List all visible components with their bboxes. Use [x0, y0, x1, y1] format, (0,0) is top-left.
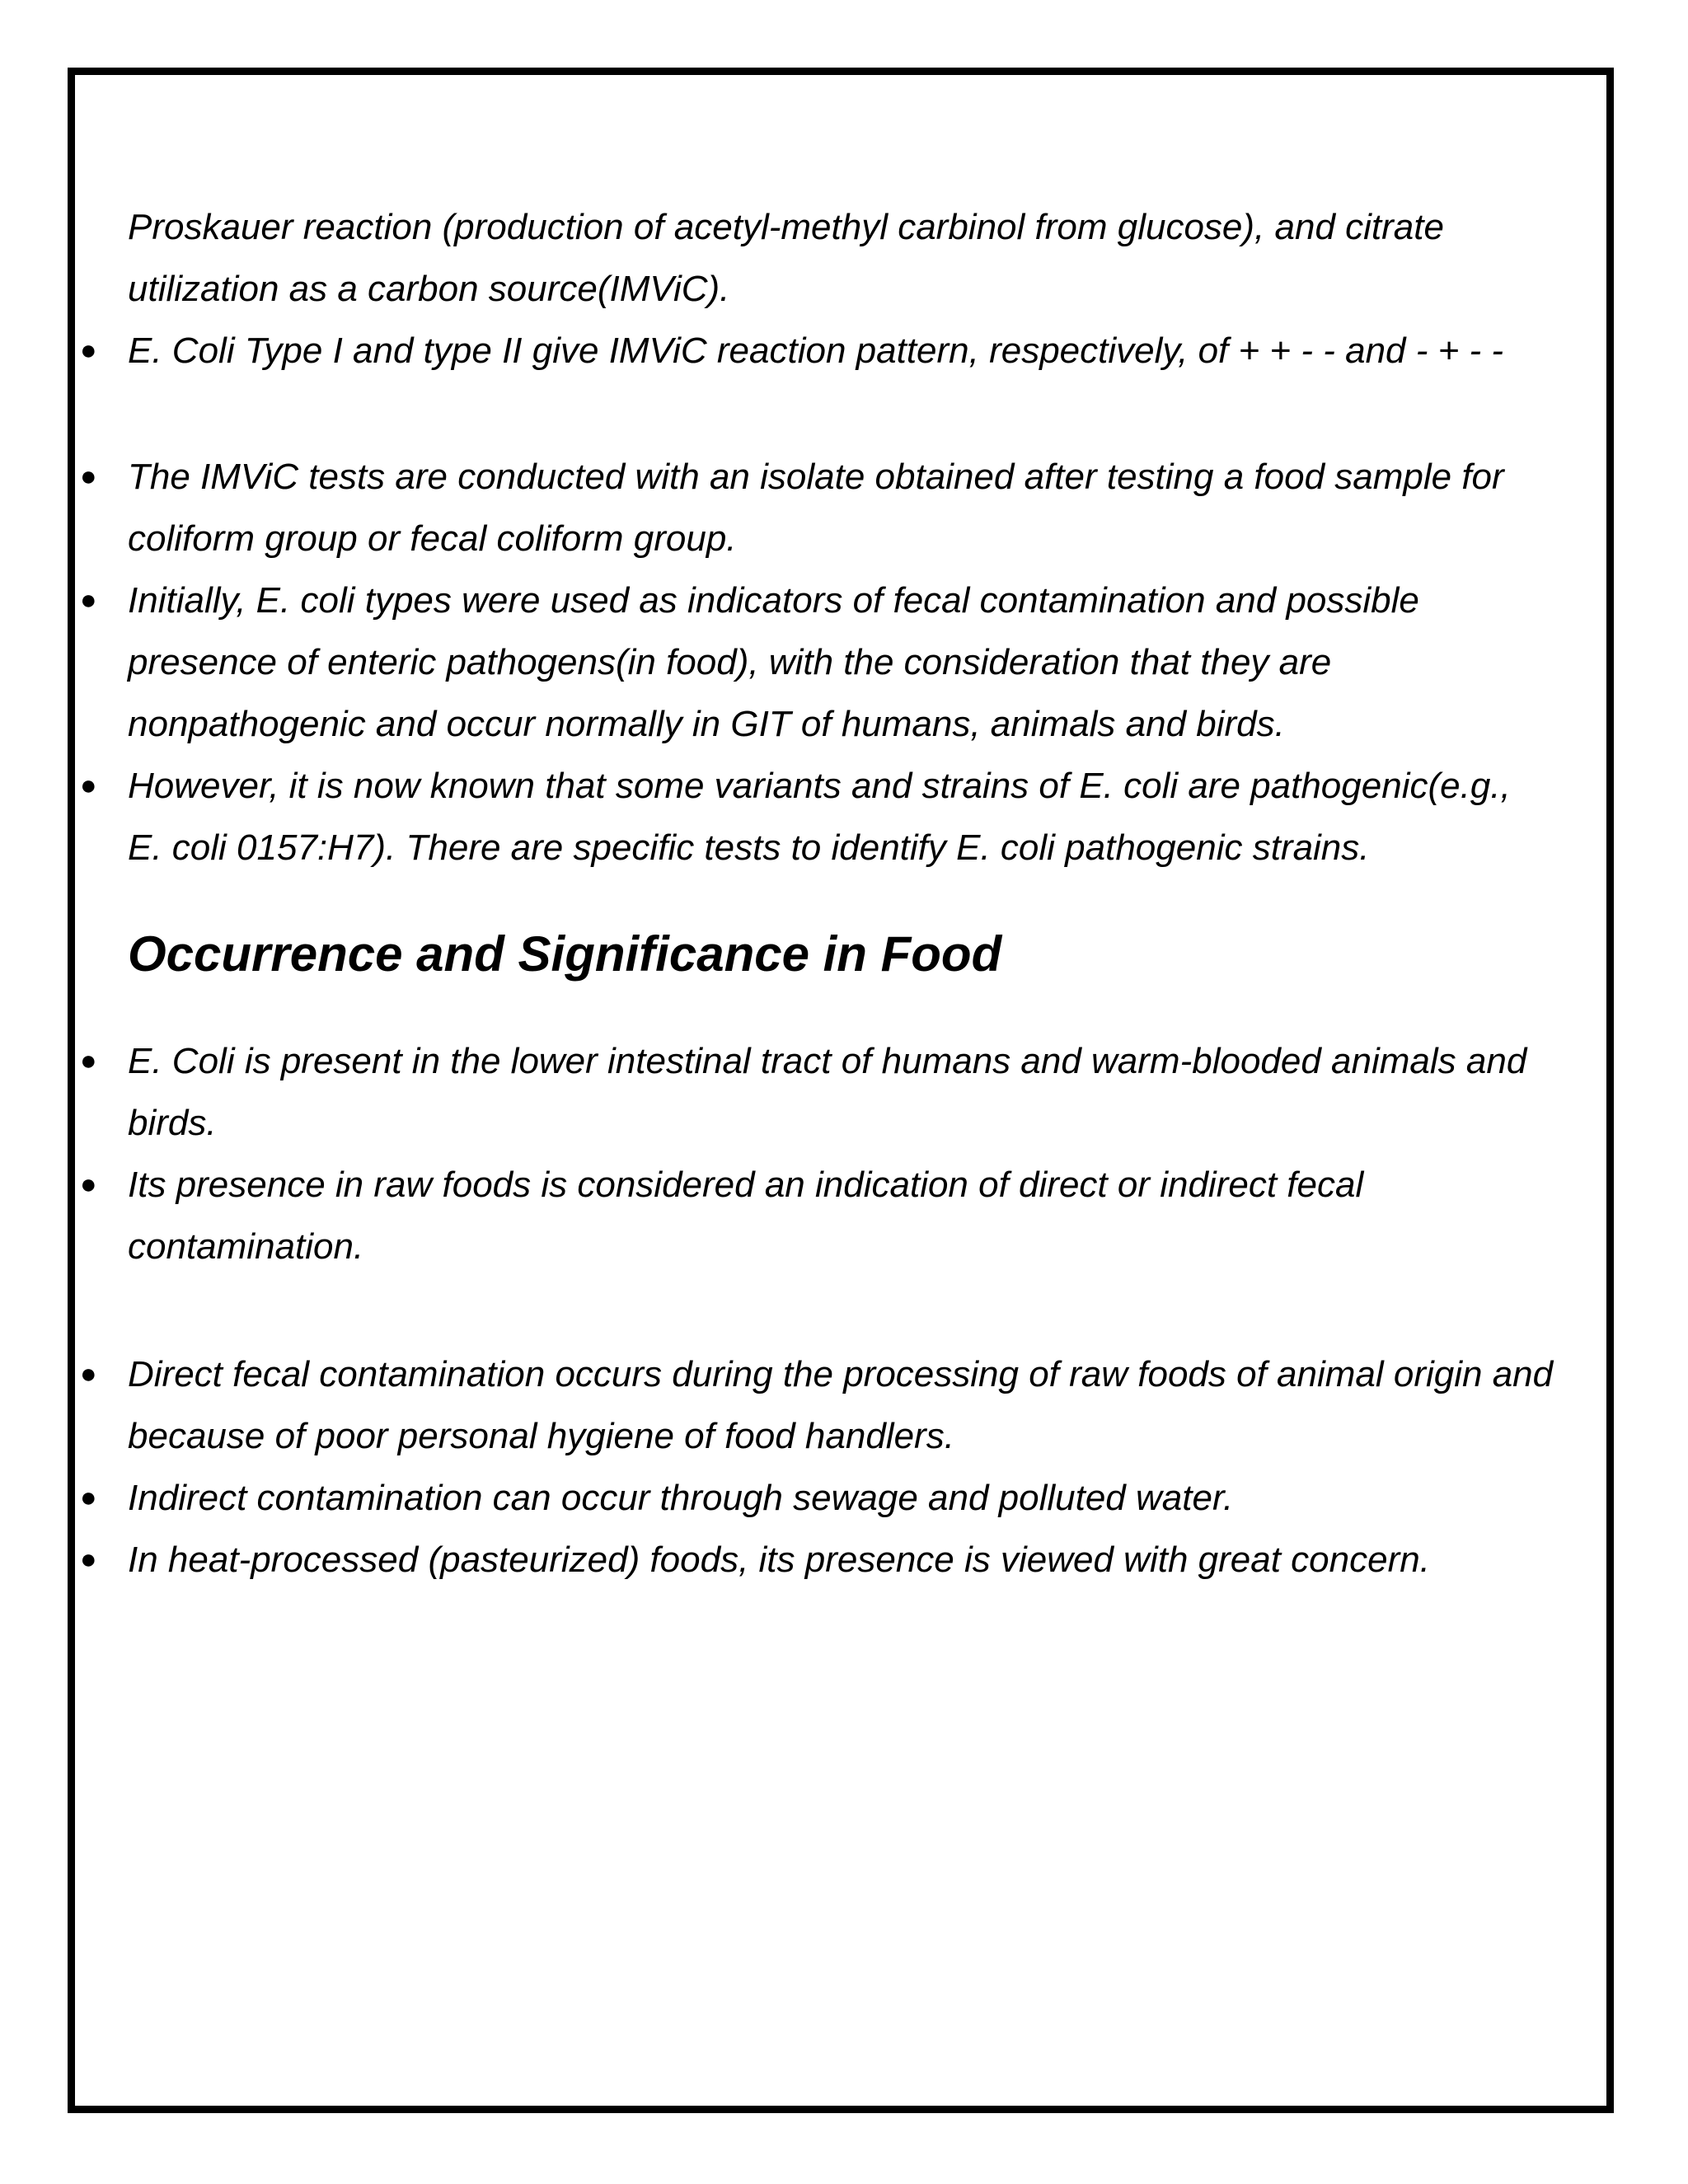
- section-heading: Occurrence and Significance in Food: [128, 926, 1002, 982]
- list-item: [80, 1343, 1554, 1467]
- bullet-list-contamination: [80, 1343, 1554, 1591]
- list-item: [80, 1467, 1554, 1529]
- list-item-text: The IMViC tests are conducted with an isolate obtained after testing a food sample for coliform group or fecal coliform group.: [128, 457, 1504, 559]
- bullet-icon: ●: [80, 335, 97, 366]
- list-item: [80, 1030, 1554, 1154]
- list-item-text: In heat-processed (pasteurized) foods, its presence is viewed with great concern.: [128, 1540, 1430, 1580]
- list-item: [80, 1154, 1554, 1277]
- document-body: [80, 196, 1554, 1591]
- bullet-icon: ●: [80, 1482, 97, 1513]
- list-item: [80, 446, 1554, 569]
- bullet-icon: ●: [80, 1358, 97, 1390]
- list-item: [80, 320, 1554, 382]
- bullet-icon: ●: [80, 584, 97, 616]
- bullet-icon: ●: [80, 1169, 97, 1200]
- spacer: [128, 1277, 1554, 1343]
- continuation-paragraph: Proskauer reaction (production of acetyl-methyl carbinol from glucose), and citrate utilization as a carbon source(IMViC).: [128, 207, 1444, 309]
- list-item-text: E. Coli Type I and type II give IMViC reaction pattern, respectively, of + + - - and - + - -: [128, 330, 1504, 371]
- list-item-text: Its presence in raw foods is considered an indication of direct or indirect fecal contamination.: [128, 1165, 1364, 1267]
- bullet-icon: ●: [80, 1544, 97, 1575]
- list-item-text: However, it is now known that some variants and strains of E. coli are pathogenic(e.g., E. coli 0157:H7). There are specific tests to identify E. coli pathogenic strains.: [128, 766, 1511, 868]
- list-item-text: Indirect contamination can occur through sewage and polluted water.: [128, 1478, 1234, 1518]
- bullet-list-imvic-tests: [80, 446, 1554, 879]
- bullet-icon: ●: [80, 461, 97, 492]
- list-item: [80, 755, 1554, 879]
- bullet-list-imvic-pattern: [80, 320, 1554, 382]
- list-item: [80, 1529, 1554, 1591]
- bullet-icon: ●: [80, 1045, 97, 1076]
- list-item-text: Direct fecal contamination occurs during the processing of raw foods of animal origin and because of poor personal hygiene of food handlers.: [128, 1354, 1554, 1456]
- list-item-text: E. Coli is present in the lower intestinal tract of humans and warm-blooded animals and birds.: [128, 1041, 1527, 1143]
- list-item-text: Initially, E. coli types were used as indicators of fecal contamination and possible presence of enteric pathogens(in food), with the consideration that they are nonpathogenic and occur normally in GIT of humans, animals and birds.: [128, 580, 1419, 744]
- spacer: [128, 382, 1554, 446]
- bullet-icon: ●: [80, 770, 97, 801]
- list-item: [80, 569, 1554, 755]
- bullet-list-occurrence: [80, 1030, 1554, 1277]
